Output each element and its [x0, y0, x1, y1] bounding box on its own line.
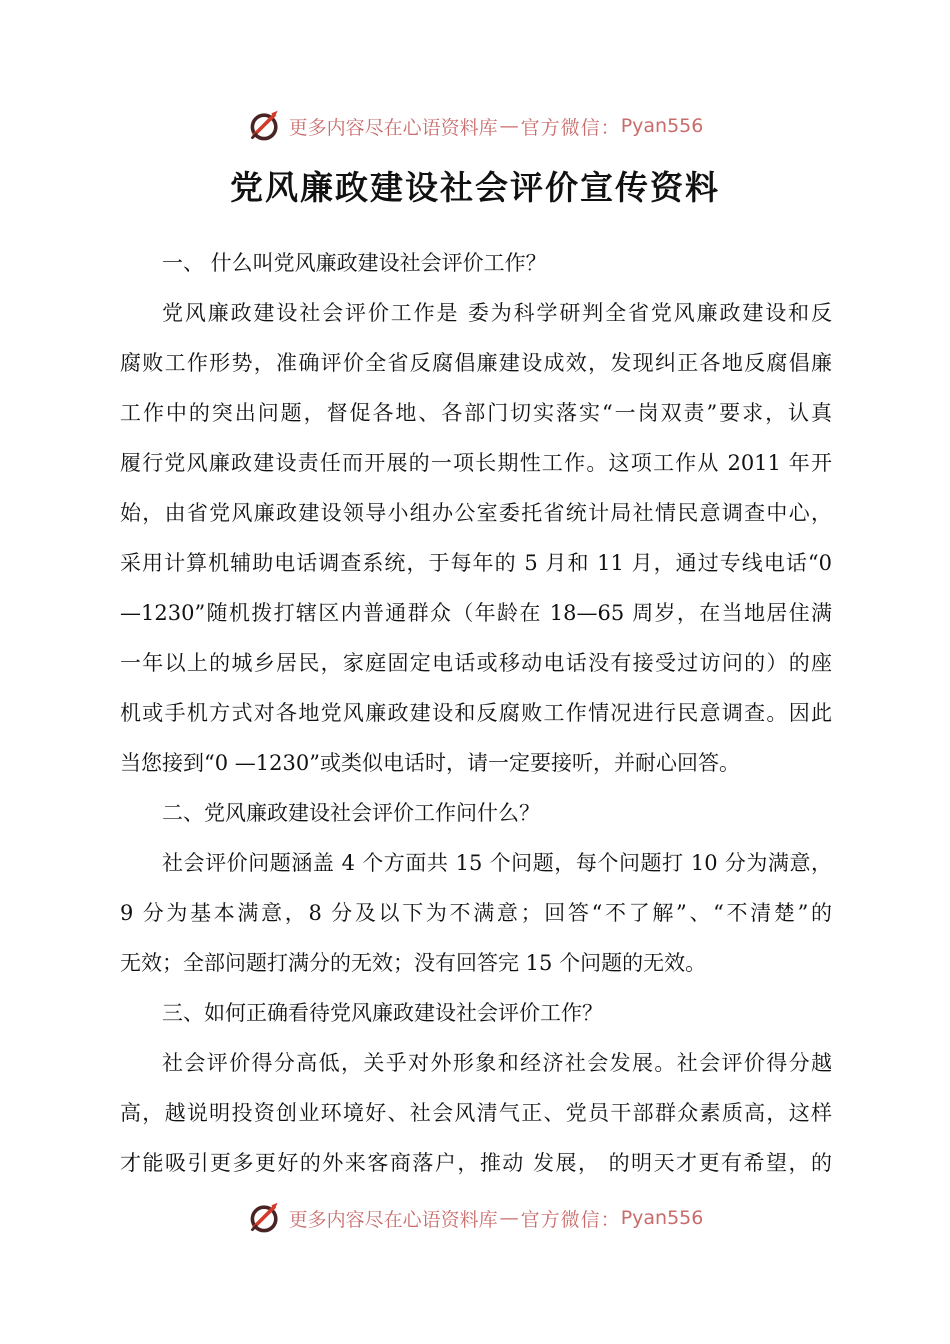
paragraph-line: 一年以上的城乡居民，家庭固定电话或移动电话没有接受过访问的）的座 [120, 651, 832, 675]
paragraph-line: 社会评价问题涵盖 4 个方面共 15 个问题，每个问题打 10 分为满意， [162, 851, 832, 875]
banner-separator: — [499, 115, 519, 137]
banner-wechat-label: 官方微信： [520, 116, 621, 139]
section-heading-2: 二、党风廉政建设社会评价工作问什么？ [162, 801, 540, 825]
paragraph-line: 社会评价得分高低，关乎对外形象和经济社会发展。社会评价得分越 [162, 1051, 832, 1075]
paragraph-line: 9 分为基本满意，8 分及以下为不满意；回答“不了解”、“不清楚”的 [120, 901, 832, 925]
banner-separator: — [499, 1207, 519, 1229]
pen-logo-icon [247, 1200, 283, 1236]
banner-main-text: 更多内容尽在心语资料库 [288, 1208, 498, 1231]
banner-wechat-id: Pyan556 [620, 1207, 704, 1229]
banner-wechat-id: Pyan556 [620, 115, 704, 137]
section-heading-1: 一、 什么叫党风廉政建设社会评价工作？ [162, 251, 547, 275]
paragraph-line: 始，由省党风廉政建设领导小组办公室委托省统计局社情民意调查中心， [120, 501, 832, 525]
paragraph-line: 履行党风廉政建设责任而开展的一项长期性工作。这项工作从 2011 年开 [120, 451, 832, 475]
document-body [120, 238, 832, 1188]
paragraph-line: 当您接到“0 —1230”或类似电话时，请一定要接听，并耐心回答。 [120, 751, 740, 775]
section-heading-3: 三、如何正确看待党风廉政建设社会评价工作？ [162, 1001, 603, 1025]
paragraph-line: 才能吸引更多更好的外来客商落户，推动 发展， 的明天才更有希望，的 [120, 1151, 832, 1175]
header-banner [0, 106, 950, 146]
paragraph-line: —1230”随机拨打辖区内普通群众（年龄在 18—65 周岁，在当地居住满 [120, 601, 832, 625]
banner-wechat-label: 官方微信： [520, 1208, 621, 1231]
paragraph-line: 腐败工作形势，准确评价全省反腐倡廉建设成效，发现纠正各地反腐倡廉 [120, 351, 832, 375]
pen-logo-icon [247, 108, 283, 144]
paragraph-line: 党风廉政建设社会评价工作是 委为科学研判全省党风廉政建设和反 [162, 301, 832, 325]
banner-main-text: 更多内容尽在心语资料库 [288, 116, 498, 139]
paragraph-line: 无效；全部问题打满分的无效；没有回答完 15 个问题的无效。 [120, 951, 707, 975]
paragraph-line: 工作中的突出问题，督促各地、各部门切实落实“一岗双责”要求，认真 [120, 401, 832, 425]
paragraph-line: 采用计算机辅助电话调查系统，于每年的 5 月和 11 月，通过专线电话“0 [120, 551, 832, 575]
footer-banner [0, 1198, 950, 1238]
paragraph-line: 机或手机方式对各地党风廉政建设和反腐败工作情况进行民意调查。因此 [120, 701, 832, 725]
document-title: 党风廉政建设社会评价宣传资料 [230, 168, 720, 207]
paragraph-line: 高，越说明投资创业环境好、社会风清气正、党员干部群众素质高，这样 [120, 1101, 832, 1125]
